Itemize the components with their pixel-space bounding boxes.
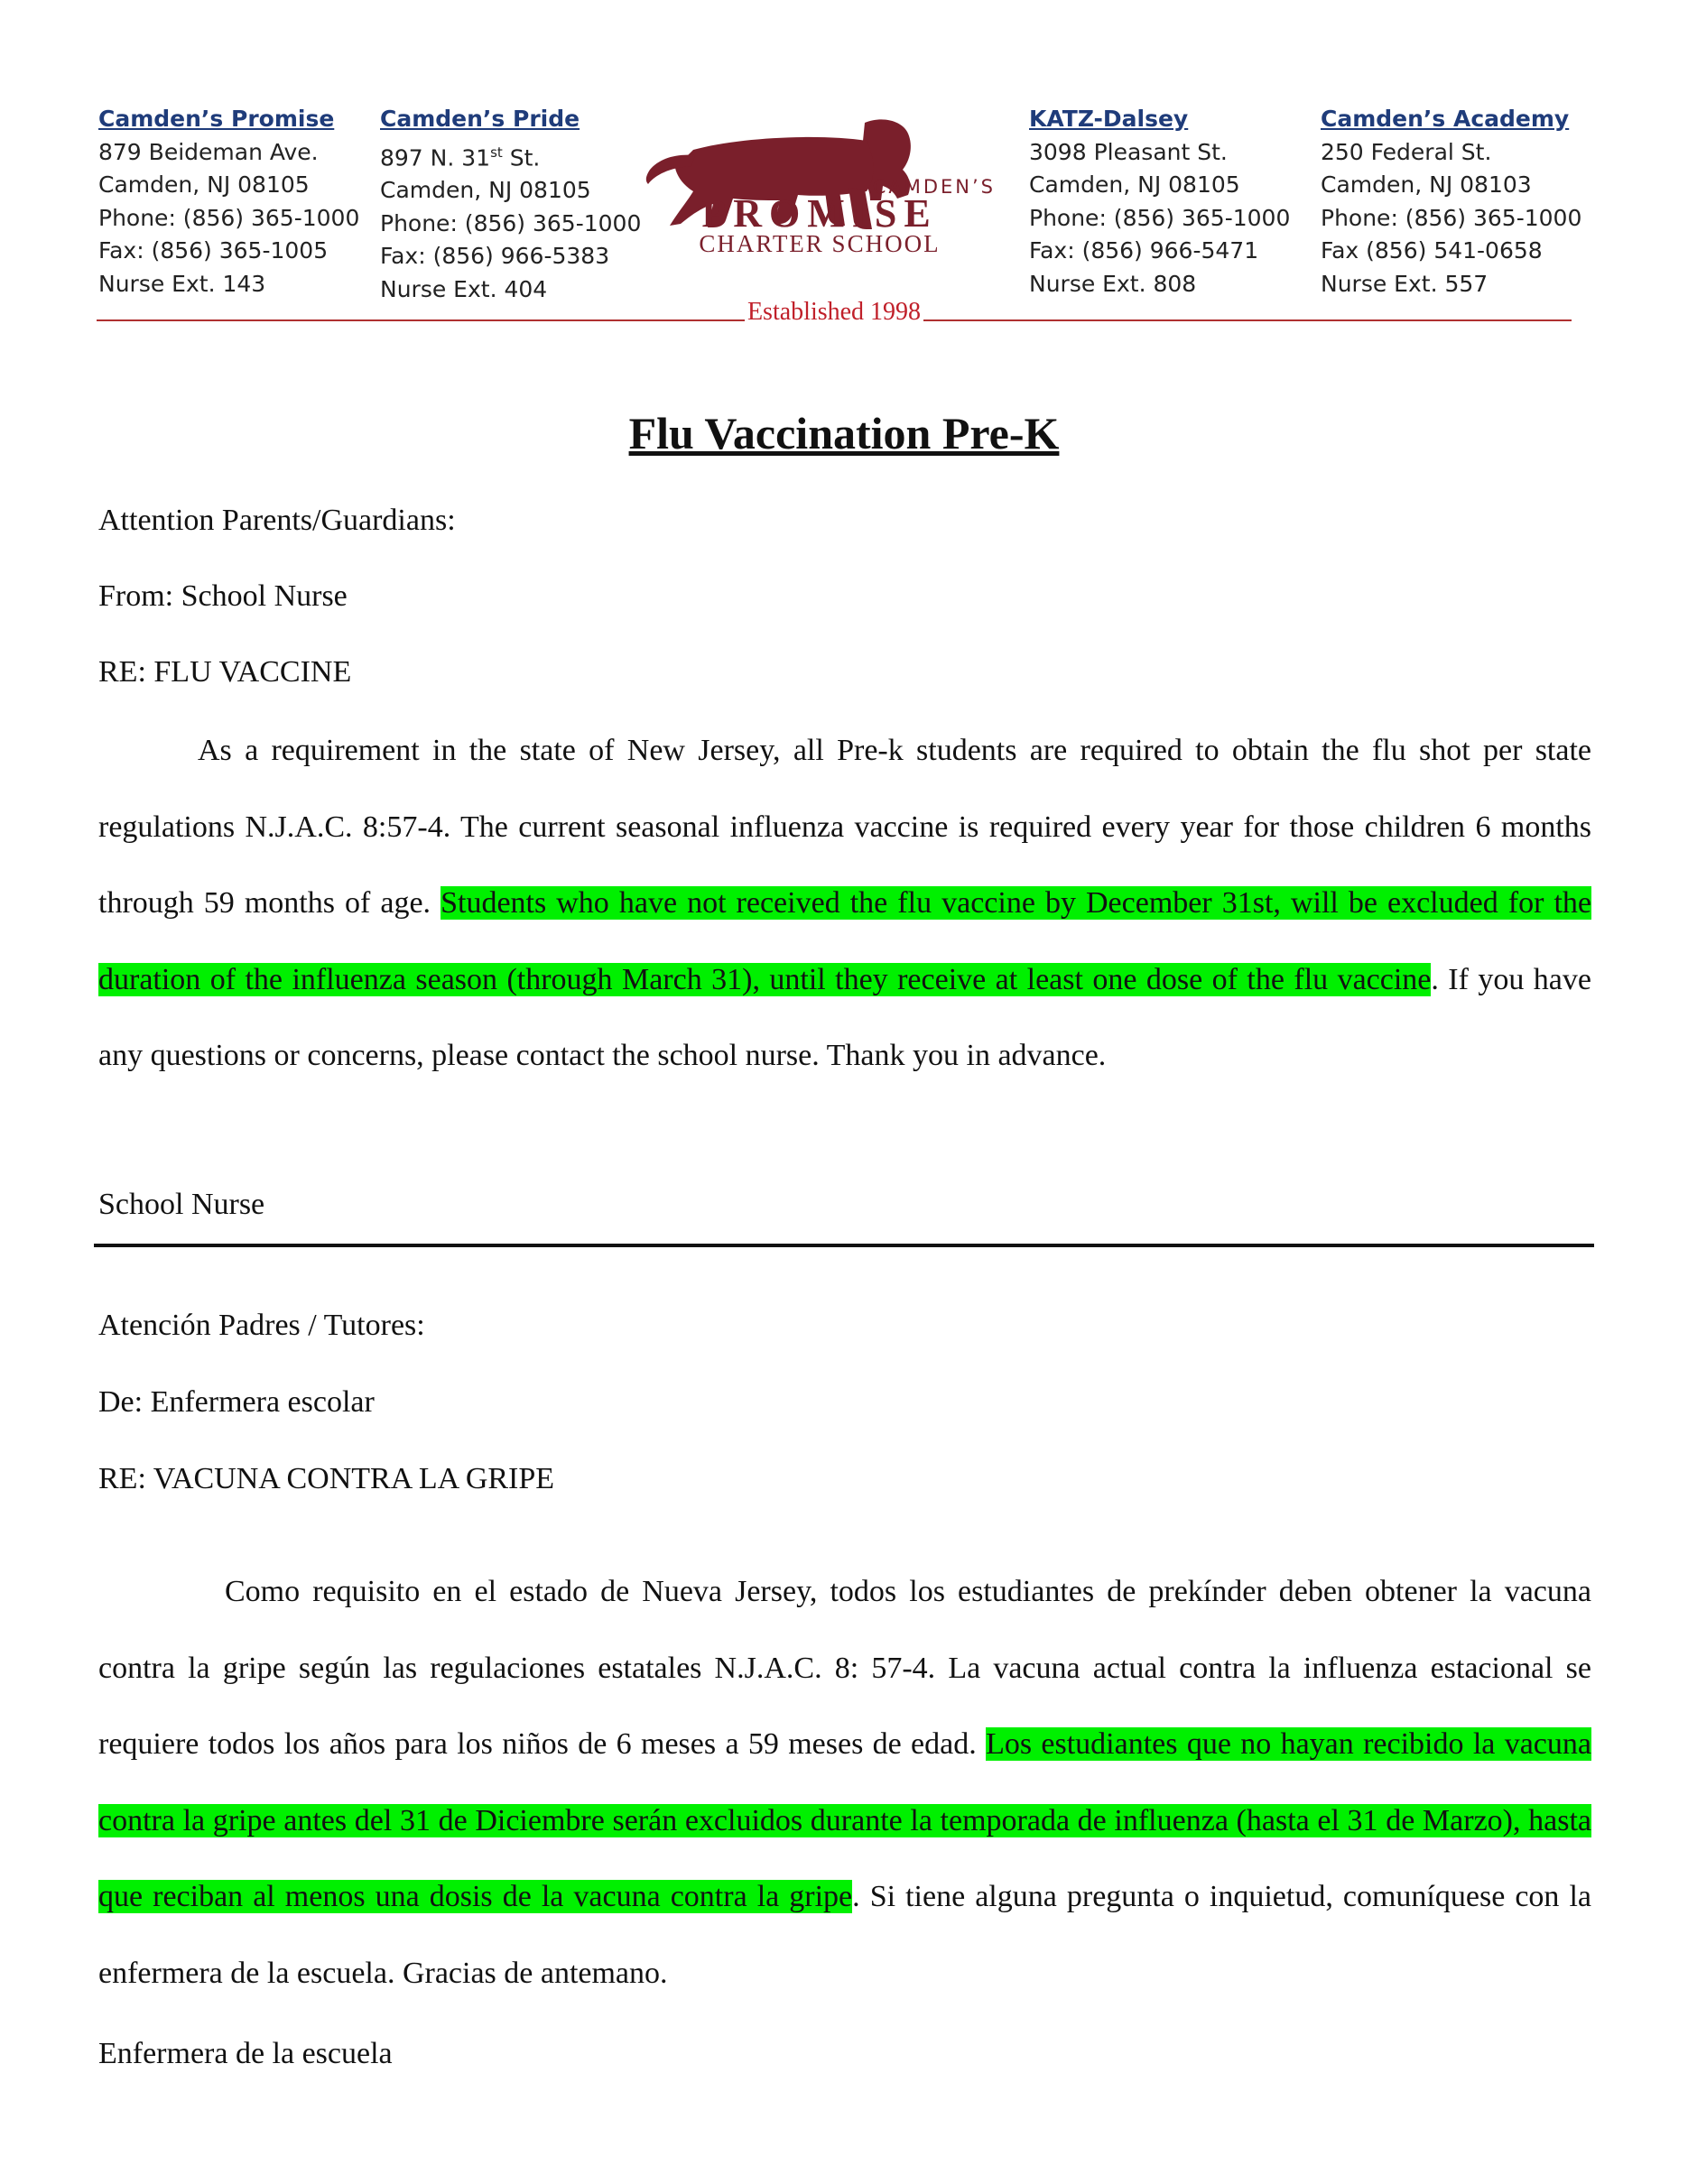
location-phone: Phone: (856) 365-1000: [1321, 204, 1582, 231]
location-nurse-ext: Nurse Ext. 143: [98, 270, 266, 297]
location-name: Camden’s Pride: [380, 106, 580, 132]
location-street: 879 Beideman Ave.: [98, 138, 319, 165]
location-street: 250 Federal St.: [1321, 138, 1492, 165]
highlighted-text-es: Los estudiantes que no hayan recibido la vacuna contra la gripe antes del 31 de Diciembre serán excluidos durante la temporada de influenza (hasta el 31 de Marzo), hasta que reciban al menos una dosis de la vacuna contra la gripe: [98, 1727, 1591, 1913]
divider-right: [923, 319, 1572, 321]
location-fax: Fax: (856) 966-5471: [1029, 237, 1259, 264]
location-camdens-pride: [380, 103, 641, 306]
location-city: Camden, NJ 08105: [380, 177, 591, 204]
location-nurse-ext: Nurse Ext. 404: [380, 275, 548, 302]
logo-charter-school: CHARTER SCHOOL: [699, 230, 941, 257]
location-city: Camden, NJ 08105: [1029, 171, 1240, 198]
location-phone: Phone: (856) 365-1000: [98, 204, 360, 231]
location-fax: Fax: (856) 365-1005: [98, 237, 329, 264]
location-camdens-academy: [1321, 103, 1581, 301]
from-line-es: De: Enfermera escolar: [98, 1385, 375, 1419]
re-line-es: RE: VACUNA CONTRA LA GRIPE: [98, 1462, 555, 1495]
location-nurse-ext: Nurse Ext. 557: [1321, 270, 1489, 297]
school-logo: [639, 114, 1000, 267]
re-line: RE: FLU VACCINE: [98, 655, 352, 689]
location-phone: Phone: (856) 365-1000: [380, 209, 642, 236]
location-city: Camden, NJ 08103: [1321, 171, 1532, 198]
location-street: 3098 Pleasant St.: [1029, 138, 1228, 165]
section-divider: [94, 1244, 1594, 1247]
established-line: [97, 298, 1572, 327]
location-street: 897 N. 31st St.: [380, 143, 541, 171]
divider-left: [97, 319, 745, 321]
location-nurse-ext: Nurse Ext. 808: [1029, 270, 1197, 297]
location-camdens-promise: [98, 103, 359, 301]
location-fax: Fax: (856) 966-5383: [380, 243, 610, 270]
location-name: Camden’s Academy: [1321, 106, 1570, 132]
location-katz-dalsey: [1029, 103, 1290, 301]
location-fax: Fax (856) 541-0658: [1321, 237, 1543, 264]
english-body-paragraph: As a requirement in the state of New Jersey, all Pre-k students are required to obtain the flu shot per state regulations N.J.A.C. 8:57-4. The current seasonal influenza vaccine is required every year for those children 6 months through 59 months of age. Students who have not received the flu vaccine by December 31st, will be excluded for the duration of the influenza season (through March 31), until they receive at least one dose of the flu vaccine. If you have any questions or concerns, please contact the school nurse. Thank you in advance.: [98, 734, 1591, 1072]
page-title: Flu Vaccination Pre-K: [628, 408, 1060, 458]
from-line: From: School Nurse: [98, 579, 348, 613]
logo-promise: PROMISE: [701, 191, 938, 236]
attention-line: Attention Parents/Guardians:: [98, 504, 456, 537]
spanish-body-paragraph: Como requisito en el estado de Nueva Jersey, todos los estudiantes de prekínder deben obtener la vacuna contra la gripe según las regulaciones estatales N.J.A.C. 8: 57-4. La vacuna actual contra la influenza estacional se requiere todos los años para los niños de 6 meses a 59 meses de edad. Los estudiantes que no hayan recibido la vacuna contra la gripe antes del 31 de Diciembre serán excluidos durante la temporada de influenza (hasta el 31 de Marzo), hasta que reciban al menos una dosis de la vacuna contra la gripe. Si tiene alguna pregunta o inquietud, comuníquese con la enfermera de la escuela. Gracias de antemano.: [98, 1575, 1591, 1990]
location-city: Camden, NJ 08105: [98, 171, 310, 198]
attention-line-es: Atención Padres / Tutores:: [98, 1309, 425, 1342]
signature-line-es: Enfermera de la escuela: [98, 2037, 393, 2070]
location-phone: Phone: (856) 365-1000: [1029, 204, 1291, 231]
logo-camdens: CAMDEN’S: [872, 176, 996, 198]
highlighted-text: Students who have not received the flu vaccine by December 31st, will be excluded for the duration of the influenza season (through March 31), until they receive at least one dose of the flu vaccine: [98, 886, 1591, 996]
location-name: KATZ-Dalsey: [1029, 106, 1189, 132]
signature-line: School Nurse: [98, 1188, 265, 1221]
established-text: Established 1998: [747, 298, 922, 326]
location-name: Camden’s Promise: [98, 106, 335, 132]
